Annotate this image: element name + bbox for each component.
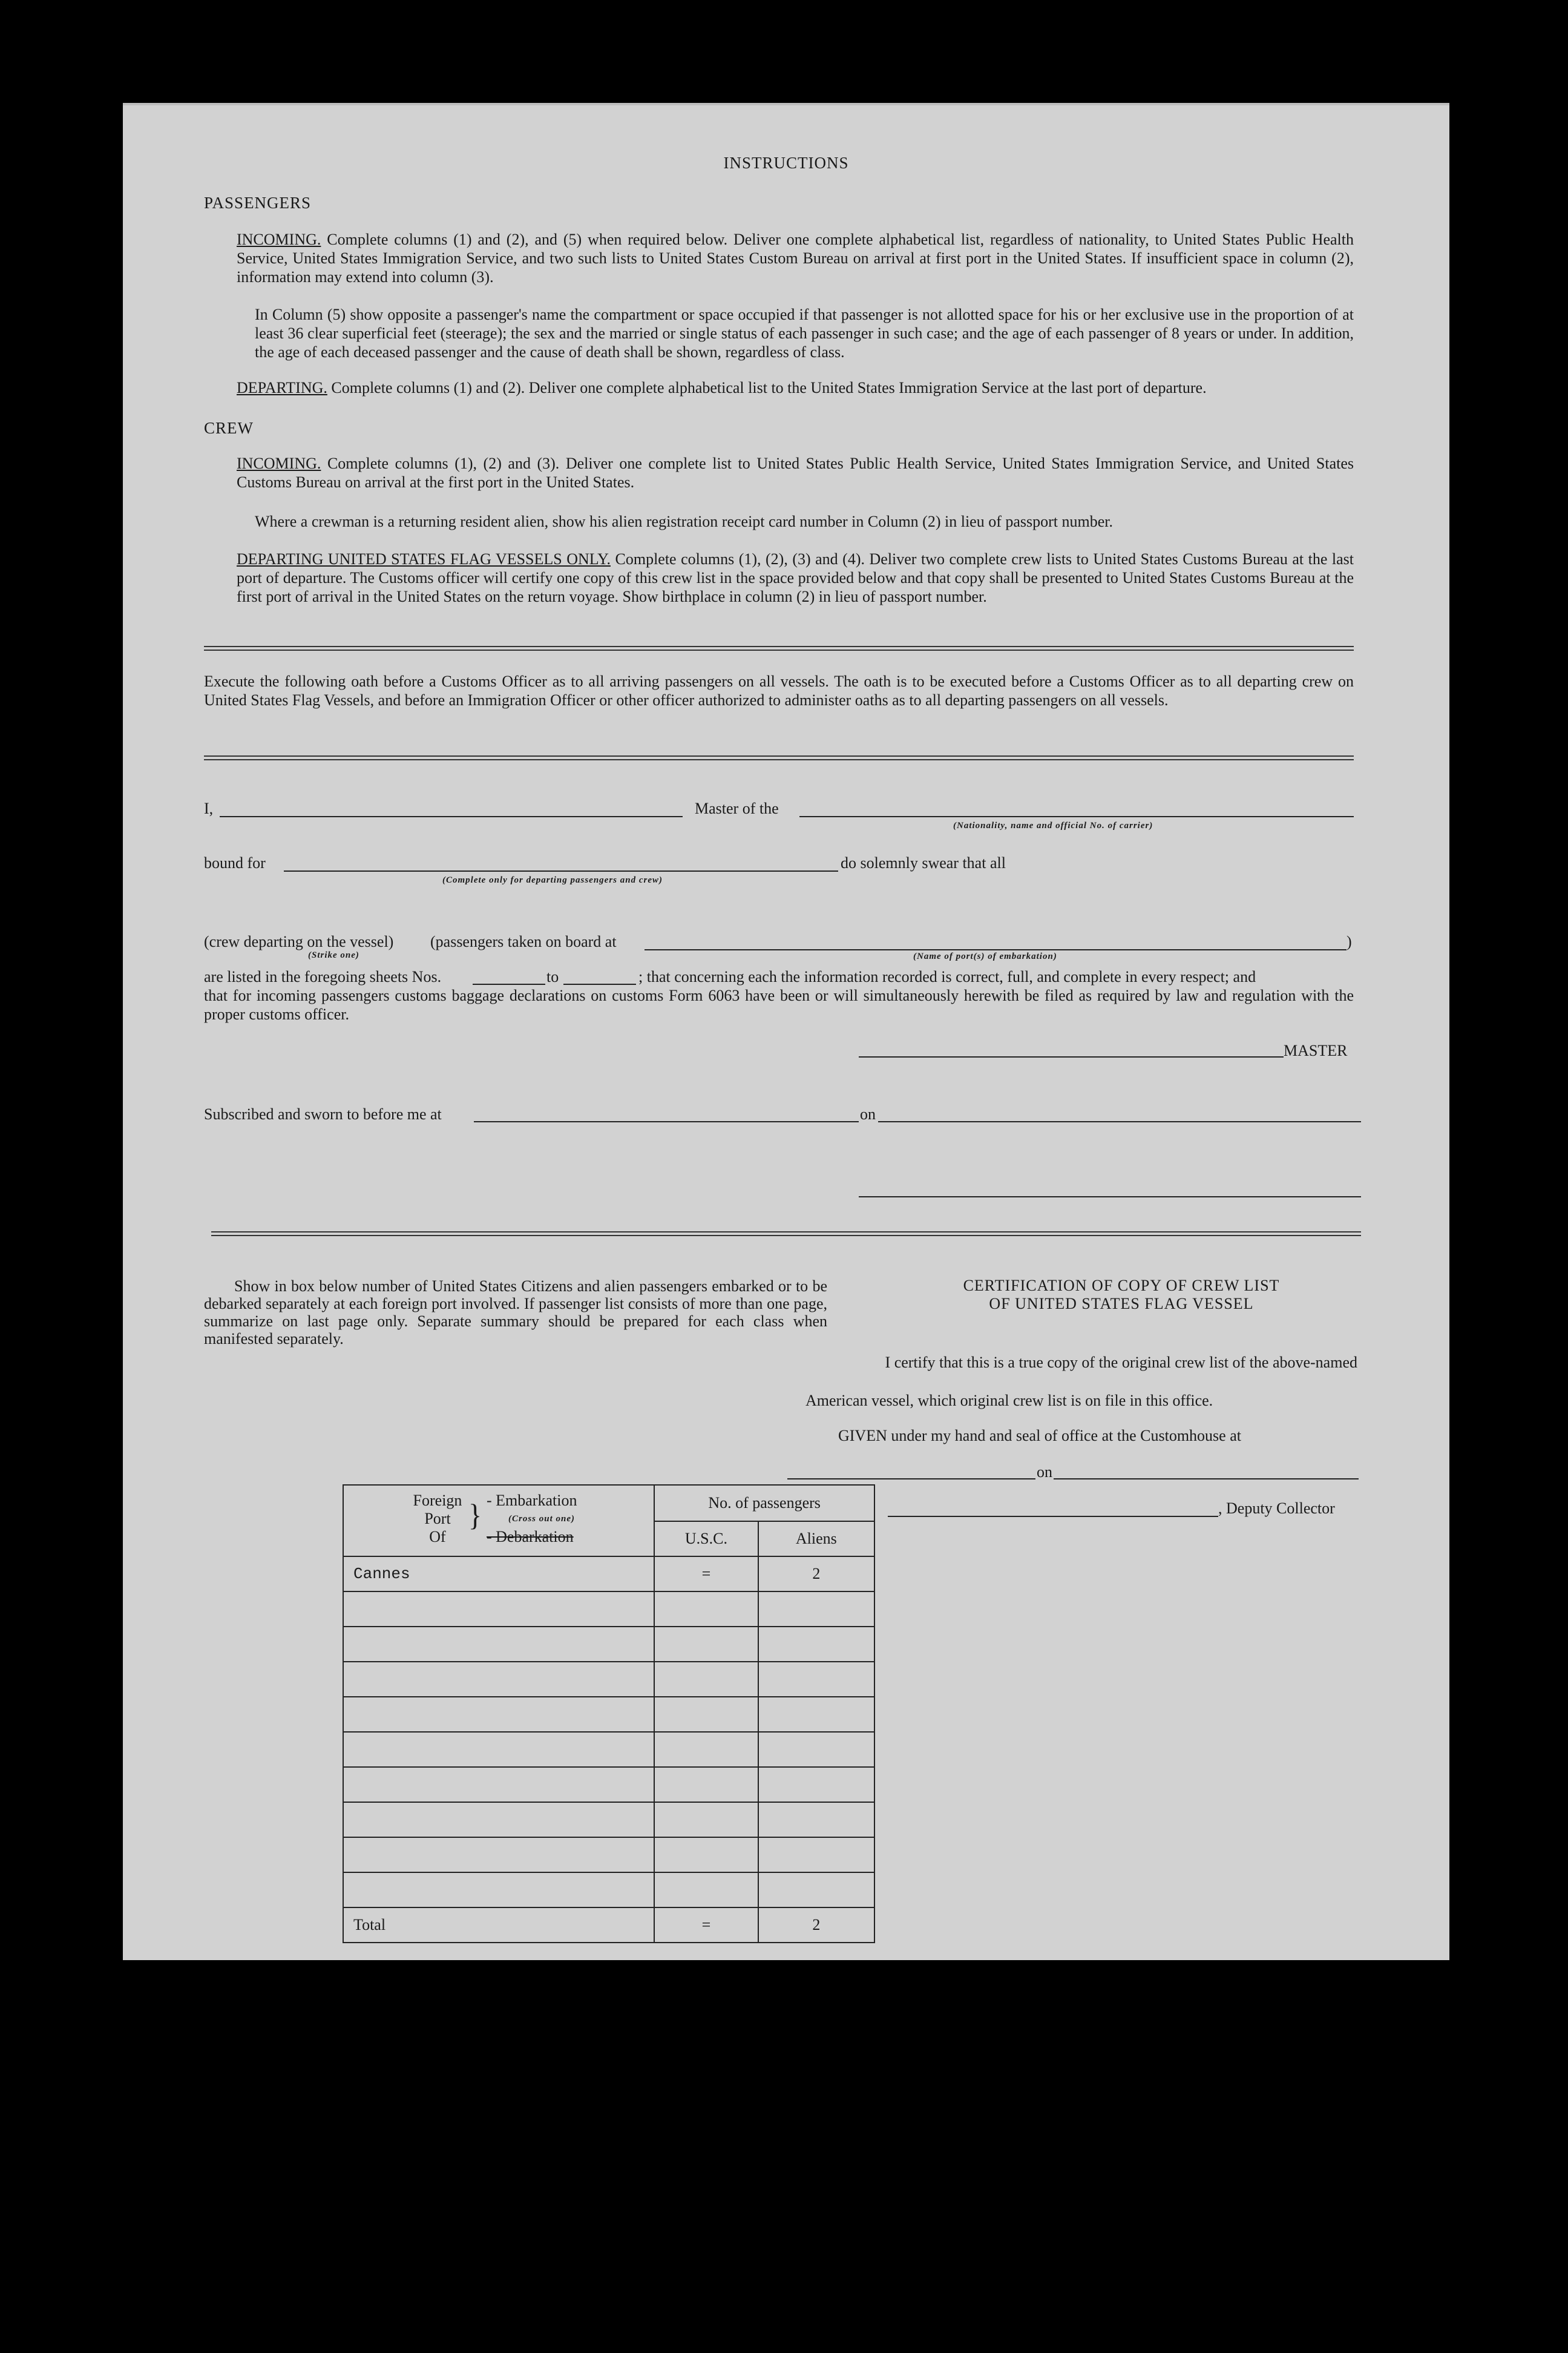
row-usc-cell[interactable] <box>654 1662 758 1697</box>
row-usc-cell[interactable] <box>654 1627 758 1662</box>
total-label: Total <box>343 1907 654 1943</box>
table-row <box>343 1872 874 1907</box>
master-label: MASTER <box>1284 1042 1348 1059</box>
row-port-cell[interactable] <box>343 1591 654 1627</box>
row-usc-cell[interactable] <box>654 1732 758 1767</box>
row-usc-cell[interactable] <box>654 1591 758 1627</box>
debarkation-option[interactable]: - Debarkation <box>487 1528 574 1545</box>
row-port-cell[interactable]: Cannes <box>343 1556 654 1591</box>
certify-text-a: I certify that this is a true copy of the original crew list of the above-named <box>885 1354 1357 1371</box>
header-of: Of <box>429 1528 446 1545</box>
master-signature-line[interactable] <box>859 1056 1284 1058</box>
row-port-cell[interactable] <box>343 1662 654 1697</box>
table-row <box>343 1837 874 1872</box>
total-aliens: 2 <box>758 1907 874 1943</box>
certification-title-1: CERTIFICATION OF COPY OF CREW LIST <box>963 1277 1280 1294</box>
listed-text-a: are listed in the foregoing sheets Nos. <box>204 968 442 986</box>
row-aliens-cell[interactable] <box>758 1697 874 1732</box>
passengers-incoming-label: INCOMING. <box>237 231 321 248</box>
row-aliens-cell[interactable]: 2 <box>758 1556 874 1591</box>
carrier-line[interactable] <box>799 816 1354 817</box>
subscribed-date-line[interactable] <box>878 1121 1361 1122</box>
brace-icon: } <box>468 1498 482 1532</box>
listed-text-b: ; that concerning each the information recorded is correct, full, and complete in every respect; and <box>638 968 1256 986</box>
instructions-title: INSTRUCTIONS <box>723 154 849 172</box>
oath-intro: Execute the following oath before a Customs Officer as to all arriving passengers on all vessels. The oath is to be executed before a Customs Officer as to all departing crew on United States Flag Vessels, and before an Immigration Officer or other officer authorized to administer oaths as to all departing passengers on all vessels. <box>204 673 1354 709</box>
row-aliens-cell[interactable] <box>758 1591 874 1627</box>
no-of-passengers-header: No. of passengers <box>654 1485 874 1521</box>
passengers-departing-paragraph <box>237 378 1354 397</box>
table-row <box>343 1591 874 1627</box>
nationality-caption: (Nationality, name and official No. of carrier) <box>953 821 1153 831</box>
row-usc-cell[interactable] <box>654 1697 758 1732</box>
customhouse-line[interactable] <box>787 1478 1035 1479</box>
passengers-incoming-text: Complete columns (1) and (2), and (5) when required below. Deliver one complete alphabetical list, regardless of nationality, to United States Public Health Service, United States Immigration Service, and two such lists to United States Custom Bureau on arrival at first port in the United States. If insufficient space in column (2), information may extend into column (3). <box>237 231 1354 286</box>
strike-caption: (Strike one) <box>308 950 359 960</box>
given-text: GIVEN under my hand and seal of office at the Customhouse at <box>838 1427 1241 1444</box>
row-aliens-cell[interactable] <box>758 1872 874 1907</box>
port-caption: (Name of port(s) of embarkation) <box>913 952 1057 961</box>
row-aliens-cell[interactable] <box>758 1662 874 1697</box>
crew-incoming-label: INCOMING. <box>237 455 321 472</box>
table-row <box>343 1697 874 1732</box>
crew-heading: CREW <box>204 419 254 437</box>
passengers-taken-option: (passengers taken on board at <box>430 933 617 950</box>
total-usc: = <box>654 1907 758 1943</box>
crew-incoming-text: Complete columns (1), (2) and (3). Deliver one complete list to United States Public Health Service, United States Immigration Service, and United States Customs Bureau on arrival at the first port in the United States. <box>237 455 1354 491</box>
row-aliens-cell[interactable] <box>758 1627 874 1662</box>
table-row <box>343 1556 874 1591</box>
row-usc-cell[interactable] <box>654 1802 758 1837</box>
row-port-cell[interactable] <box>343 1767 654 1802</box>
bound-for-line[interactable] <box>284 870 838 872</box>
sheet-to-line[interactable] <box>563 984 636 985</box>
sheet-from-line[interactable] <box>473 984 545 985</box>
table-row <box>343 1662 874 1697</box>
embarkation-option[interactable]: - Embarkation <box>487 1492 577 1509</box>
complete-caption: (Complete only for departing passengers and crew) <box>442 875 663 885</box>
listed-to-label: to <box>546 968 559 986</box>
row-port-cell[interactable] <box>343 1732 654 1767</box>
row-aliens-cell[interactable] <box>758 1802 874 1837</box>
crew-departing-option: (crew departing on the vessel) <box>204 933 394 950</box>
crew-departing-text: Complete columns (1), (2), (3) and (4). Deliver two complete crew lists to United States Customs Bureau at the last port of departure. The Customs officer will certify one copy of this crew list in the space provided below and that copy shall be presented to United States Customs Bureau at the first port of arrival in the United States on the return voyage. Show birthplace in column (2) in lieu of passport number. <box>237 550 1354 605</box>
section-divider <box>204 646 1354 651</box>
passengers-incoming-paragraph <box>237 230 1354 286</box>
subscribed-on-label: on <box>860 1105 876 1123</box>
crew-resident-paragraph: Where a crewman is a returning resident alien, show his alien registration receipt card number in Column (2) in lieu of passport number. <box>255 513 1114 530</box>
summary-instructions: Show in box below number of United States Citizens and alien passengers embarked or to be debarked separately at each foreign port involved. If passenger list consists of more than one page, summarize on last page only. Separate summary should be prepared for each class when manifested separately. <box>204 1277 827 1348</box>
embarkation-port-line[interactable] <box>645 949 1347 950</box>
certify-text-b: American vessel, which original crew list is on file in this office. <box>805 1392 1213 1409</box>
row-usc-cell[interactable] <box>654 1837 758 1872</box>
row-port-cell[interactable] <box>343 1627 654 1662</box>
listed-text-c: that for incoming passengers customs baggage declarations on customs Form 6063 have been or will simultaneously herewith be filed as required by law and regulation with the proper customs officer. <box>204 987 1354 1023</box>
subscribed-label: Subscribed and sworn to before me at <box>204 1105 442 1123</box>
row-aliens-cell[interactable] <box>758 1732 874 1767</box>
passengers-heading: PASSENGERS <box>204 194 312 212</box>
row-usc-cell[interactable] <box>654 1767 758 1802</box>
passengers-departing-label: DEPARTING. <box>237 379 327 397</box>
row-usc-cell[interactable]: = <box>654 1556 758 1591</box>
certification-title-2: OF UNITED STATES FLAG VESSEL <box>989 1295 1254 1312</box>
aliens-header: Aliens <box>758 1521 874 1556</box>
crew-incoming-paragraph <box>237 454 1354 492</box>
row-aliens-cell[interactable] <box>758 1767 874 1802</box>
deputy-signature-line[interactable] <box>888 1516 1218 1517</box>
swear-text: do solemnly swear that all <box>841 854 1006 872</box>
oath-i-label: I, <box>204 800 214 817</box>
passengers-column5-paragraph: In Column (5) show opposite a passenger's name the compartment or space occupied if that passenger is not allotted space for his or her exclusive use in the proportion of at least 36 clear superficial feet (steerage); the sex and the married or single status of each passenger in such case; and the age of each passenger of 8 years or under. In addition, the age of each deceased passenger and the cause of death shall be shown, regardless of class. <box>255 306 1354 361</box>
table-row <box>343 1732 874 1767</box>
scan-edge <box>123 103 1449 105</box>
table-row <box>343 1767 874 1802</box>
passenger-summary-table <box>343 1484 875 1943</box>
row-aliens-cell[interactable] <box>758 1837 874 1872</box>
header-foreign: Foreign <box>413 1492 462 1509</box>
usc-header: U.S.C. <box>654 1521 758 1556</box>
form-page <box>123 103 1449 1960</box>
cert-date-line[interactable] <box>1054 1478 1359 1479</box>
row-usc-cell[interactable] <box>654 1872 758 1907</box>
deputy-collector-label: , Deputy Collector <box>1218 1499 1335 1517</box>
table-row <box>343 1802 874 1837</box>
cert-on-label: on <box>1037 1463 1052 1481</box>
oath-divider <box>204 755 1354 760</box>
crew-departing-paragraph <box>237 550 1354 606</box>
master-name-line[interactable] <box>220 816 683 817</box>
row-port-cell[interactable] <box>343 1697 654 1732</box>
master-of-label: Master of the <box>695 800 779 817</box>
cross-out-caption: (Cross out one) <box>508 1514 576 1524</box>
officer-signature-line[interactable] <box>859 1196 1361 1197</box>
passengers-departing-text: Complete columns (1) and (2). Deliver one complete alphabetical list to the United States Immigration Service at the last port of departure. <box>331 379 1207 397</box>
row-port-cell[interactable] <box>343 1837 654 1872</box>
close-paren: ) <box>1347 933 1352 950</box>
crew-departing-label: DEPARTING UNITED STATES FLAG VESSELS ONLY. <box>237 550 611 568</box>
table-row <box>343 1627 874 1662</box>
row-port-cell[interactable] <box>343 1872 654 1907</box>
lower-divider <box>211 1231 1361 1236</box>
header-port: Port <box>424 1510 451 1527</box>
port-header-cell <box>343 1485 654 1556</box>
subscribed-place-line[interactable] <box>474 1121 859 1122</box>
row-port-cell[interactable] <box>343 1802 654 1837</box>
bound-for-label: bound for <box>204 854 266 872</box>
